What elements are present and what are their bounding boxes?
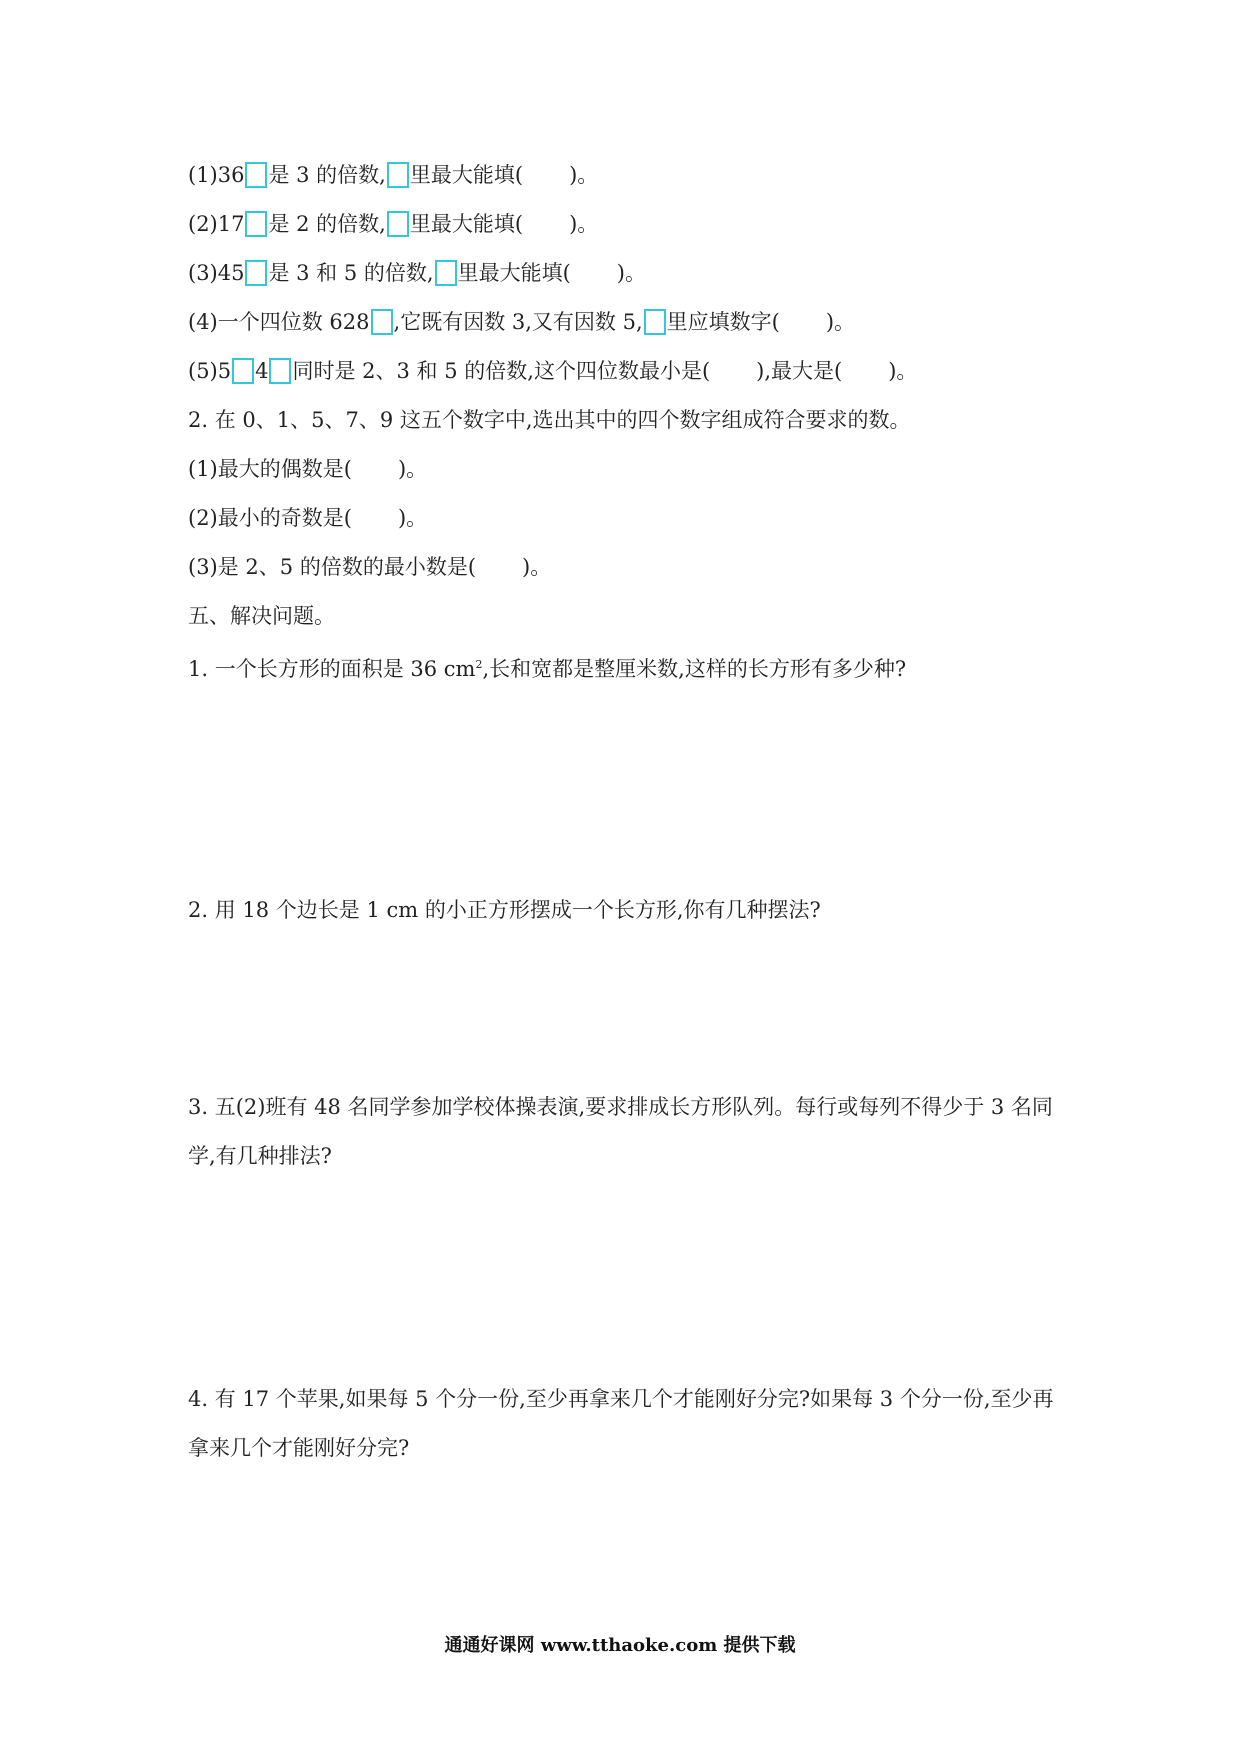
q2-sub1: (1)最大的偶数是( )。 bbox=[188, 457, 428, 481]
q2-sub3: (3)是 2、5 的倍数的最小数是( )。 bbox=[188, 555, 552, 579]
problem-2: 2. 用 18 个边长是 1 cm 的小正方形摆成一个长方形,你有几种摆法? bbox=[188, 898, 821, 922]
problem-4: 4. 有 17 个苹果,如果每 5 个分一份,至少再拿来几个才能刚好分完?如果每 3 个分一份,至少再拿来几个才能刚好分完? bbox=[188, 1387, 1054, 1460]
answer-box[interactable] bbox=[644, 309, 666, 335]
answer-box[interactable] bbox=[245, 260, 267, 286]
answer-box[interactable] bbox=[435, 260, 457, 286]
q1-sub3: (3)45 是 3 和 5 的倍数, 里最大能填( )。 bbox=[188, 261, 646, 285]
problem-1: 1. 一个长方形的面积是 36 $cm^2$,长和宽都是整厘米数,这样的长方形有多少种? bbox=[188, 657, 907, 681]
answer-box[interactable] bbox=[269, 358, 291, 384]
q2-stem: 2. 在 0、1、5、7、9 这五个数字中,选出其中的四个数字组成符合要求的数。 bbox=[188, 408, 911, 432]
answer-box[interactable] bbox=[387, 211, 409, 237]
q2-sub2: (2)最小的奇数是( )。 bbox=[188, 506, 428, 530]
footer-source: 通通好课网 www.tthaoke.com 提供下载 bbox=[444, 1635, 796, 1656]
q1-sub2: (2)17 是 2 的倍数, 里最大能填( )。 bbox=[188, 212, 599, 236]
q1-sub4: (4)一个四位数 628 ,它既有因数 3,又有因数 5, 里应填数字( )。 bbox=[188, 310, 856, 334]
answer-box[interactable] bbox=[371, 309, 393, 335]
q1-sub5: (5)5 4 同时是 2、3 和 5 的倍数,这个四位数最小是( ),最大是( )。 bbox=[188, 359, 918, 383]
answer-box[interactable] bbox=[232, 358, 254, 384]
answer-box[interactable] bbox=[245, 211, 267, 237]
answer-box[interactable] bbox=[387, 162, 409, 188]
answer-box[interactable] bbox=[245, 162, 267, 188]
problem-3: 3. 五(2)班有 48 名同学参加学校体操表演,要求排成长方形队列。每行或每列不得少于 3 名同学,有几种排法? bbox=[188, 1095, 1053, 1168]
q1-sub1: (1)36 是 3 的倍数, 里最大能填( )。 bbox=[188, 163, 599, 187]
section-heading: 五、解决问题。 bbox=[188, 604, 335, 628]
